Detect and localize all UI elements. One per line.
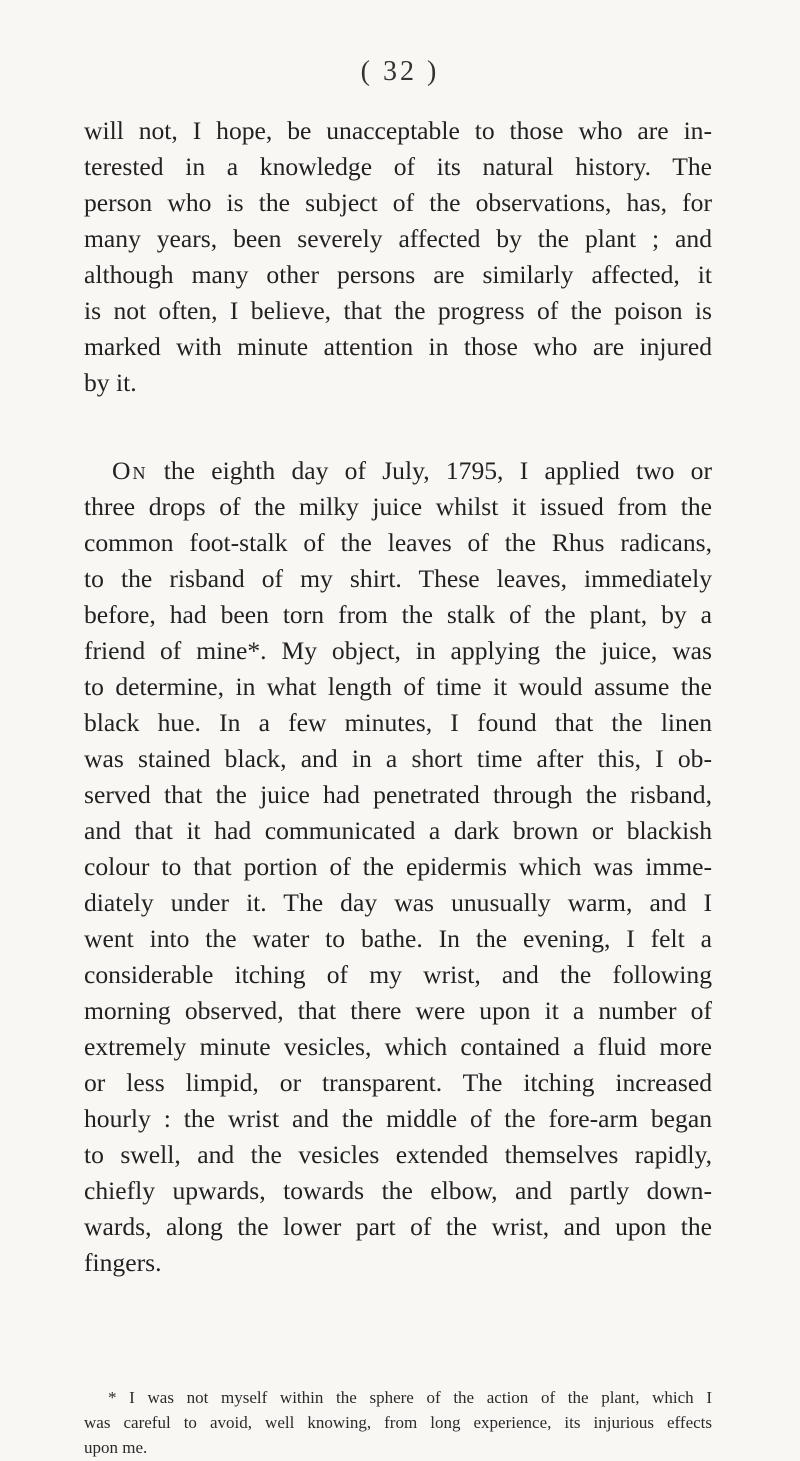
footnote-line: * I was not myself within the sphere of the action of the plant, which I <box>108 1388 712 1407</box>
text-line: common foot-stalk of the leaves of the Rhus radicans, <box>84 528 712 557</box>
text-line: went into the water to bathe. In the evening, I felt a <box>84 924 712 953</box>
text-line: to determine, in what length of time it would assume the <box>84 672 712 701</box>
text-line: friend of mine*. My object, in applying the juice, was <box>84 636 712 665</box>
text-line: marked with minute attention in those who are injured <box>84 332 712 361</box>
paragraph-observation <box>84 453 712 1281</box>
text-line: person who is the subject of the observations, has, for <box>84 188 712 217</box>
text-line: before, had been torn from the stalk of the plant, by a <box>84 600 712 629</box>
footnote <box>84 1385 712 1460</box>
text-line-opening <box>84 453 712 489</box>
text-line: and that it had communicated a dark brown or blackish <box>84 816 712 845</box>
opening-word: On <box>112 456 148 485</box>
text-line: will not, I hope, be unacceptable to those who are in- <box>84 116 712 145</box>
footnote-line: was careful to avoid, well knowing, from long experience, its injurious effects <box>84 1413 712 1432</box>
text-line: hourly : the wrist and the middle of the fore-arm began <box>84 1104 712 1133</box>
text-line: although many other persons are similarly affected, it <box>84 260 712 289</box>
footnote-line: upon me. <box>84 1438 148 1457</box>
page-number: ( 32 ) <box>360 56 440 87</box>
opening-line-text: the eighth day of July, 1795, I applied two or <box>147 456 712 485</box>
text-line: terested in a knowledge of its natural history. The <box>84 152 712 181</box>
text-line: to the risband of my shirt. These leaves, immediately <box>84 564 712 593</box>
text-line: by it. <box>84 368 137 397</box>
text-line: many years, been severely affected by the plant ; and <box>84 224 712 253</box>
text-line: is not often, I believe, that the progress of the poison is <box>84 296 712 325</box>
paragraph-continued <box>84 113 712 401</box>
text-line: served that the juice had penetrated through the risband, <box>84 780 712 809</box>
text-line: morning observed, that there were upon it a number of <box>84 996 712 1025</box>
text-line: colour to that portion of the epidermis which was imme- <box>84 852 712 881</box>
text-line: or less limpid, or transparent. The itching increased <box>84 1068 712 1097</box>
text-line: extremely minute vesicles, which contained a fluid more <box>84 1032 712 1061</box>
text-line: black hue. In a few minutes, I found that the linen <box>84 708 712 737</box>
text-line: diately under it. The day was unusually warm, and I <box>84 888 712 917</box>
text-line: wards, along the lower part of the wrist, and upon the <box>84 1212 712 1241</box>
text-line: three drops of the milky juice whilst it issued from the <box>84 492 712 521</box>
text-line: fingers. <box>84 1248 162 1277</box>
text-line: considerable itching of my wrist, and the following <box>84 960 712 989</box>
text-line: was stained black, and in a short time after this, I ob- <box>84 744 712 773</box>
text-line: to swell, and the vesicles extended themselves rapidly, <box>84 1140 712 1169</box>
text-line: chiefly upwards, towards the elbow, and partly down- <box>84 1176 712 1205</box>
